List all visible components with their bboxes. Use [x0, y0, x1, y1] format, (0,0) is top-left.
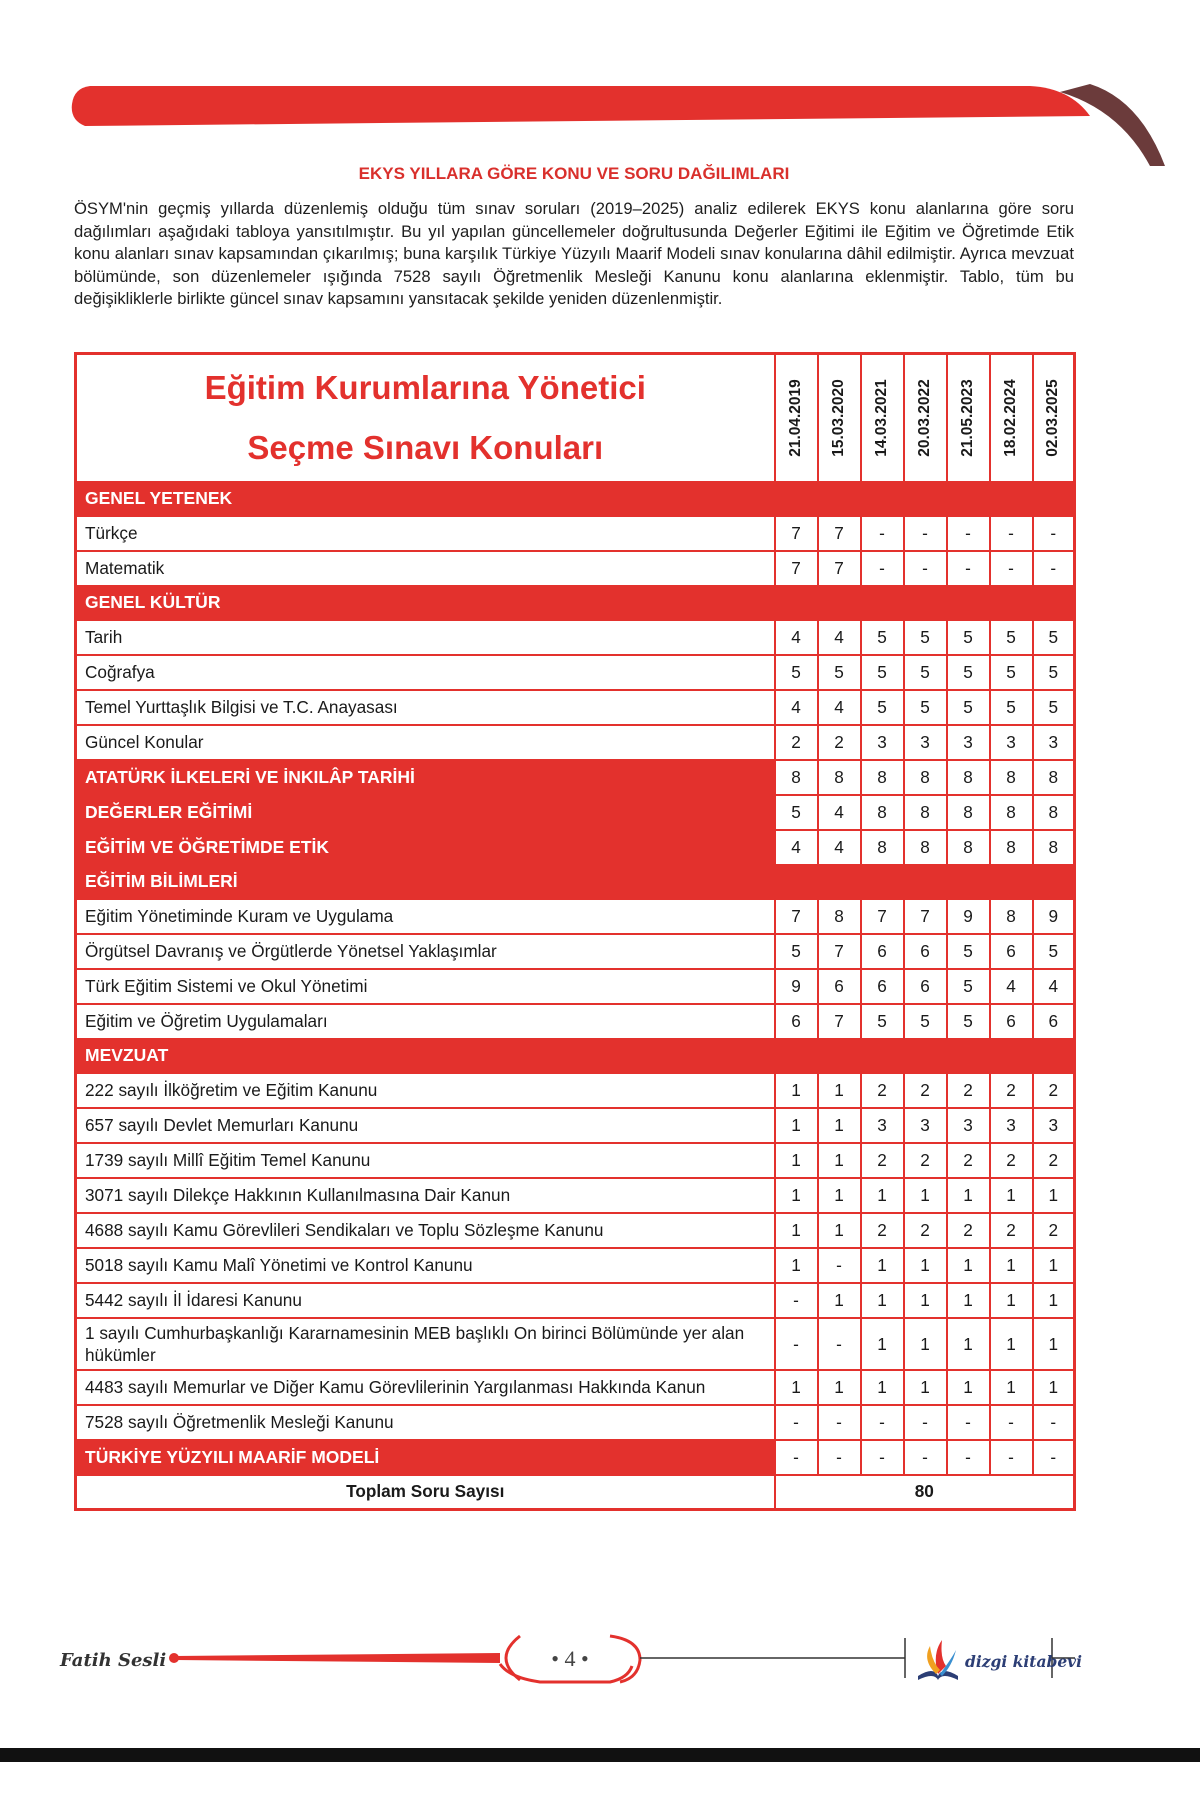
- question-count-cell: 1: [904, 1283, 947, 1318]
- table-row: [76, 690, 1075, 725]
- question-count-cell: 8: [990, 760, 1033, 795]
- question-count-cell: 1: [1033, 1318, 1075, 1370]
- question-count-cell: 1: [990, 1283, 1033, 1318]
- question-count-cell: 2: [990, 1213, 1033, 1248]
- table-row: [76, 1143, 1075, 1178]
- question-count-cell: 5: [947, 969, 990, 1004]
- topic-label: Eğitim Yönetiminde Kuram ve Uygulama: [76, 899, 775, 934]
- section-header-row: [76, 586, 1075, 620]
- date-header: [904, 354, 947, 482]
- table-row: [76, 1108, 1075, 1143]
- question-count-cell: 6: [818, 969, 861, 1004]
- question-count-cell: -: [904, 551, 947, 586]
- topic-label: Türk Eğitim Sistemi ve Okul Yönetimi: [76, 969, 775, 1004]
- topic-label: 5018 sayılı Kamu Malî Yönetimi ve Kontrol Kanunu: [76, 1248, 775, 1283]
- question-count-cell: 1: [904, 1370, 947, 1405]
- question-count-cell: 2: [818, 725, 861, 760]
- question-count-cell: 1: [818, 1283, 861, 1318]
- topic-label: Eğitim ve Öğretim Uygulamaları: [76, 1004, 775, 1039]
- question-count-cell: 7: [861, 899, 904, 934]
- question-count-cell: 1: [990, 1178, 1033, 1213]
- topic-label: Örgütsel Davranış ve Örgütlerde Yönetsel Yaklaşımlar: [76, 934, 775, 969]
- category-row: [76, 1440, 1075, 1475]
- date-label: 21.05.2023: [959, 378, 976, 457]
- question-count-cell: 1: [775, 1370, 818, 1405]
- question-count-cell: 8: [904, 795, 947, 830]
- table-title-line-2: Seçme Sınavı Konuları: [247, 428, 604, 466]
- question-count-cell: 1: [818, 1370, 861, 1405]
- question-count-cell: 2: [947, 1143, 990, 1178]
- category-label: EĞİTİM VE ÖĞRETİMDE ETİK: [76, 830, 775, 865]
- category-label: DEĞERLER EĞİTİMİ: [76, 795, 775, 830]
- question-count-cell: 5: [947, 934, 990, 969]
- question-count-cell: 5: [861, 1004, 904, 1039]
- date-header: [1033, 354, 1075, 482]
- table-row: [76, 1405, 1075, 1440]
- question-count-cell: 8: [947, 760, 990, 795]
- question-count-cell: 4: [818, 795, 861, 830]
- question-count-cell: 1: [775, 1178, 818, 1213]
- question-count-cell: 5: [947, 1004, 990, 1039]
- question-count-cell: 2: [990, 1073, 1033, 1108]
- section-label: GENEL YETENEK: [76, 482, 1075, 516]
- question-count-cell: 7: [818, 934, 861, 969]
- question-count-cell: -: [818, 1405, 861, 1440]
- question-count-cell: 5: [775, 934, 818, 969]
- question-count-cell: -: [818, 1318, 861, 1370]
- question-count-cell: 4: [990, 969, 1033, 1004]
- question-count-cell: 2: [904, 1213, 947, 1248]
- date-label: 14.03.2021: [873, 378, 890, 457]
- question-count-cell: -: [861, 516, 904, 551]
- question-count-cell: 4: [818, 620, 861, 655]
- question-count-cell: -: [947, 1405, 990, 1440]
- question-count-cell: 8: [947, 830, 990, 865]
- question-count-cell: 1: [947, 1248, 990, 1283]
- question-count-cell: 3: [990, 725, 1033, 760]
- question-count-cell: 3: [861, 725, 904, 760]
- topic-label: Matematik: [76, 551, 775, 586]
- question-count-cell: 5: [1033, 690, 1075, 725]
- question-count-cell: 5: [947, 620, 990, 655]
- question-count-cell: -: [861, 1405, 904, 1440]
- question-count-cell: 6: [861, 969, 904, 1004]
- question-count-cell: -: [818, 1248, 861, 1283]
- question-count-cell: -: [818, 1440, 861, 1475]
- question-count-cell: 5: [1033, 620, 1075, 655]
- table-row: [76, 1248, 1075, 1283]
- date-header: [818, 354, 861, 482]
- total-label: Toplam Soru Sayısı: [76, 1475, 775, 1510]
- question-count-cell: 5: [775, 655, 818, 690]
- question-count-cell: -: [990, 551, 1033, 586]
- question-count-cell: 2: [947, 1073, 990, 1108]
- question-count-cell: 4: [775, 620, 818, 655]
- topic-label: 1739 sayılı Millî Eğitim Temel Kanunu: [76, 1143, 775, 1178]
- topic-label: Coğrafya: [76, 655, 775, 690]
- question-distribution-table: [74, 352, 1076, 1511]
- question-count-cell: -: [947, 551, 990, 586]
- question-count-cell: 1: [775, 1073, 818, 1108]
- question-count-cell: 1: [990, 1248, 1033, 1283]
- date-header: [861, 354, 904, 482]
- question-count-cell: 7: [818, 516, 861, 551]
- total-row: [76, 1475, 1075, 1510]
- question-count-cell: 3: [1033, 1108, 1075, 1143]
- question-count-cell: -: [904, 1440, 947, 1475]
- question-count-cell: -: [1033, 516, 1075, 551]
- question-count-cell: 1: [990, 1318, 1033, 1370]
- table-row: [76, 725, 1075, 760]
- bottom-bar: [0, 1748, 1200, 1762]
- question-count-cell: 8: [775, 760, 818, 795]
- topic-label: 1 sayılı Cumhurbaşkanlığı Kararnamesinin MEB başlıklı On birinci Bölümünde yer alan hükümler: [76, 1318, 775, 1370]
- section-header-row: [76, 1039, 1075, 1073]
- question-count-cell: 5: [947, 690, 990, 725]
- question-count-cell: 5: [990, 690, 1033, 725]
- question-count-cell: 3: [1033, 725, 1075, 760]
- question-count-cell: -: [775, 1283, 818, 1318]
- question-count-cell: 1: [947, 1178, 990, 1213]
- topic-label: Güncel Konular: [76, 725, 775, 760]
- question-count-cell: 1: [861, 1248, 904, 1283]
- table-row: [76, 551, 1075, 586]
- publisher-book-icon: [912, 1636, 962, 1682]
- question-count-cell: 5: [818, 655, 861, 690]
- question-count-cell: -: [904, 1405, 947, 1440]
- date-label: 18.02.2024: [1002, 378, 1019, 457]
- question-count-cell: 5: [1033, 655, 1075, 690]
- question-count-cell: 3: [861, 1108, 904, 1143]
- question-count-cell: 1: [990, 1370, 1033, 1405]
- question-count-cell: 1: [861, 1370, 904, 1405]
- section-label: MEVZUAT: [76, 1039, 1075, 1073]
- question-count-cell: 5: [990, 620, 1033, 655]
- question-count-cell: 9: [775, 969, 818, 1004]
- question-count-cell: 8: [818, 760, 861, 795]
- question-count-cell: 4: [1033, 969, 1075, 1004]
- question-count-cell: 1: [947, 1283, 990, 1318]
- question-count-cell: -: [861, 551, 904, 586]
- question-count-cell: -: [990, 516, 1033, 551]
- category-row: [76, 795, 1075, 830]
- question-count-cell: 1: [818, 1213, 861, 1248]
- table-row: [76, 969, 1075, 1004]
- question-count-cell: 3: [904, 1108, 947, 1143]
- question-count-cell: 1: [1033, 1283, 1075, 1318]
- question-count-cell: 2: [990, 1143, 1033, 1178]
- question-count-cell: 9: [947, 899, 990, 934]
- question-count-cell: 6: [861, 934, 904, 969]
- date-header: [947, 354, 990, 482]
- question-count-cell: -: [904, 516, 947, 551]
- section-header-row: [76, 865, 1075, 899]
- question-count-cell: 2: [1033, 1143, 1075, 1178]
- question-count-cell: 2: [861, 1213, 904, 1248]
- table-title-line-1: Eğitim Kurumlarına Yönetici: [204, 368, 646, 406]
- question-count-cell: 5: [947, 655, 990, 690]
- category-label: ATATÜRK İLKELERİ VE İNKILÂP TARİHİ: [76, 760, 775, 795]
- question-count-cell: -: [1033, 1440, 1075, 1475]
- intro-paragraph: ÖSYM'nin geçmiş yıllarda düzenlemiş olduğu tüm sınav soruları (2019–2025) analiz edilerek EKYS konu alanlarına göre soru dağılımları aşağıdaki tabloya yansıtılmıştır. Bu yıl yapılan güncellemeler doğrultusunda Değerler Eğitimi ile Eğitim ve Öğretimde Etik konu alanları sınav kapsamından çıkarılmış; buna karşılık Türkiye Yüzyılı Maarif Modeli sınav konularına dâhil edilmiştir. Ayrıca mevzuat bölümünde, son düzenlemeler ışığında 7528 sayılı Öğretmenlik Mesleği Kanunu konu alanlarına eklenmiştir. Tablo, tüm bu değişikliklerle birlikte güncel sınav kapsamını yansıtacak şekilde yeniden düzenlenmiştir.: [74, 199, 1074, 309]
- question-count-cell: 1: [775, 1248, 818, 1283]
- question-count-cell: 6: [904, 969, 947, 1004]
- question-count-cell: 1: [947, 1370, 990, 1405]
- question-count-cell: 8: [861, 830, 904, 865]
- header-decoration: [0, 80, 1200, 170]
- question-count-cell: 5: [1033, 934, 1075, 969]
- question-count-cell: 7: [818, 1004, 861, 1039]
- question-count-cell: 5: [861, 620, 904, 655]
- question-count-cell: 9: [1033, 899, 1075, 934]
- date-header: [990, 354, 1033, 482]
- question-count-cell: 2: [947, 1213, 990, 1248]
- question-count-cell: 2: [861, 1143, 904, 1178]
- date-label: 02.03.2025: [1044, 378, 1062, 457]
- question-count-cell: -: [775, 1440, 818, 1475]
- question-count-cell: 3: [947, 725, 990, 760]
- question-count-cell: 2: [775, 725, 818, 760]
- question-count-cell: 3: [904, 725, 947, 760]
- topic-label: Türkçe: [76, 516, 775, 551]
- category-row: [76, 830, 1075, 865]
- question-count-cell: 1: [861, 1178, 904, 1213]
- question-count-cell: 4: [775, 830, 818, 865]
- question-count-cell: 6: [990, 934, 1033, 969]
- question-count-cell: -: [1033, 1405, 1075, 1440]
- question-count-cell: 7: [775, 899, 818, 934]
- question-count-cell: 1: [947, 1318, 990, 1370]
- section-label: EĞİTİM BİLİMLERİ: [76, 865, 1075, 899]
- page-heading: EKYS YILLARA GÖRE KONU VE SORU DAĞILIMLARI: [358, 164, 790, 183]
- question-count-cell: 1: [904, 1178, 947, 1213]
- date-label: 15.03.2020: [830, 378, 847, 457]
- question-count-cell: 8: [861, 760, 904, 795]
- question-count-cell: 5: [904, 620, 947, 655]
- date-label: 21.04.2019: [787, 378, 804, 457]
- table-row: [76, 655, 1075, 690]
- question-count-cell: 8: [1033, 830, 1075, 865]
- question-count-cell: 8: [947, 795, 990, 830]
- question-count-cell: 2: [861, 1073, 904, 1108]
- question-count-cell: 6: [1033, 1004, 1075, 1039]
- table-row: [76, 620, 1075, 655]
- table-row: [76, 1073, 1075, 1108]
- date-header: [775, 354, 818, 482]
- question-count-cell: 7: [775, 551, 818, 586]
- question-count-cell: -: [775, 1318, 818, 1370]
- question-count-cell: 3: [947, 1108, 990, 1143]
- footer-author: Fatih Sesli: [60, 1650, 167, 1671]
- question-count-cell: 2: [904, 1143, 947, 1178]
- question-count-cell: 5: [904, 690, 947, 725]
- category-row: [76, 760, 1075, 795]
- question-count-cell: 5: [861, 690, 904, 725]
- topic-label: 657 sayılı Devlet Memurları Kanunu: [76, 1108, 775, 1143]
- topic-label: 7528 sayılı Öğretmenlik Mesleği Kanunu: [76, 1405, 775, 1440]
- question-count-cell: 8: [990, 830, 1033, 865]
- section-header-row: [76, 482, 1075, 516]
- section-label: GENEL KÜLTÜR: [76, 586, 1075, 620]
- question-count-cell: -: [990, 1405, 1033, 1440]
- question-count-cell: 4: [775, 690, 818, 725]
- question-count-cell: 8: [861, 795, 904, 830]
- question-count-cell: 1: [818, 1073, 861, 1108]
- page-number: • 4 •: [551, 1646, 589, 1671]
- question-count-cell: 2: [1033, 1213, 1075, 1248]
- question-count-cell: 1: [1033, 1178, 1075, 1213]
- question-count-cell: 5: [904, 655, 947, 690]
- topic-label: 222 sayılı İlköğretim ve Eğitim Kanunu: [76, 1073, 775, 1108]
- question-count-cell: 8: [904, 830, 947, 865]
- topic-label: Tarih: [76, 620, 775, 655]
- question-count-cell: 6: [775, 1004, 818, 1039]
- question-count-cell: 4: [818, 690, 861, 725]
- question-count-cell: -: [775, 1405, 818, 1440]
- question-count-cell: 3: [990, 1108, 1033, 1143]
- question-count-cell: 1: [818, 1178, 861, 1213]
- category-label: TÜRKİYE YÜZYILI MAARİF MODELİ: [76, 1440, 775, 1475]
- question-count-cell: 2: [1033, 1073, 1075, 1108]
- topic-label: 4483 sayılı Memurlar ve Diğer Kamu Görevlilerinin Yargılanması Hakkında Kanun: [76, 1370, 775, 1405]
- table-row: [76, 1004, 1075, 1039]
- table-row: [76, 1318, 1075, 1370]
- topic-label: 5442 sayılı İl İdaresi Kanunu: [76, 1283, 775, 1318]
- question-count-cell: 4: [818, 830, 861, 865]
- question-count-cell: 7: [818, 551, 861, 586]
- question-count-cell: 8: [1033, 760, 1075, 795]
- topic-label: 4688 sayılı Kamu Görevlileri Sendikaları ve Toplu Sözleşme Kanunu: [76, 1213, 775, 1248]
- question-count-cell: 1: [818, 1108, 861, 1143]
- topic-label: Temel Yurttaşlık Bilgisi ve T.C. Anayasası: [76, 690, 775, 725]
- publisher-name: dizgi kitabevi: [965, 1652, 1083, 1671]
- question-count-cell: 7: [775, 516, 818, 551]
- question-count-cell: -: [947, 1440, 990, 1475]
- table-row: [76, 934, 1075, 969]
- table-row: [76, 1370, 1075, 1405]
- table-title: [76, 354, 775, 482]
- question-count-cell: 1: [861, 1318, 904, 1370]
- table-row: [76, 1213, 1075, 1248]
- question-count-cell: 1: [775, 1213, 818, 1248]
- question-count-cell: 7: [904, 899, 947, 934]
- question-count-cell: -: [861, 1440, 904, 1475]
- question-count-cell: 1: [904, 1318, 947, 1370]
- question-count-cell: 8: [990, 795, 1033, 830]
- question-count-cell: 5: [775, 795, 818, 830]
- question-count-cell: 1: [1033, 1248, 1075, 1283]
- table-row: [76, 516, 1075, 551]
- question-count-cell: 1: [775, 1143, 818, 1178]
- table-header-row: [76, 354, 1075, 482]
- question-count-cell: 5: [904, 1004, 947, 1039]
- total-value: 80: [775, 1475, 1075, 1510]
- question-count-cell: -: [990, 1440, 1033, 1475]
- question-count-cell: 1: [1033, 1370, 1075, 1405]
- question-count-cell: -: [1033, 551, 1075, 586]
- table-row: [76, 1178, 1075, 1213]
- question-count-cell: 1: [818, 1143, 861, 1178]
- topic-label: 3071 sayılı Dilekçe Hakkının Kullanılmasına Dair Kanun: [76, 1178, 775, 1213]
- table-row: [76, 899, 1075, 934]
- question-count-cell: 8: [990, 899, 1033, 934]
- question-count-cell: 2: [904, 1073, 947, 1108]
- question-count-cell: 8: [1033, 795, 1075, 830]
- question-count-cell: 1: [904, 1248, 947, 1283]
- question-count-cell: 8: [818, 899, 861, 934]
- question-count-cell: 1: [775, 1108, 818, 1143]
- question-count-cell: 6: [990, 1004, 1033, 1039]
- question-count-cell: 5: [861, 655, 904, 690]
- question-count-cell: 1: [861, 1283, 904, 1318]
- question-count-cell: -: [947, 516, 990, 551]
- question-count-cell: 8: [904, 760, 947, 795]
- question-count-cell: 5: [990, 655, 1033, 690]
- table-row: [76, 1283, 1075, 1318]
- date-label: 20.03.2022: [916, 378, 933, 457]
- question-count-cell: 6: [904, 934, 947, 969]
